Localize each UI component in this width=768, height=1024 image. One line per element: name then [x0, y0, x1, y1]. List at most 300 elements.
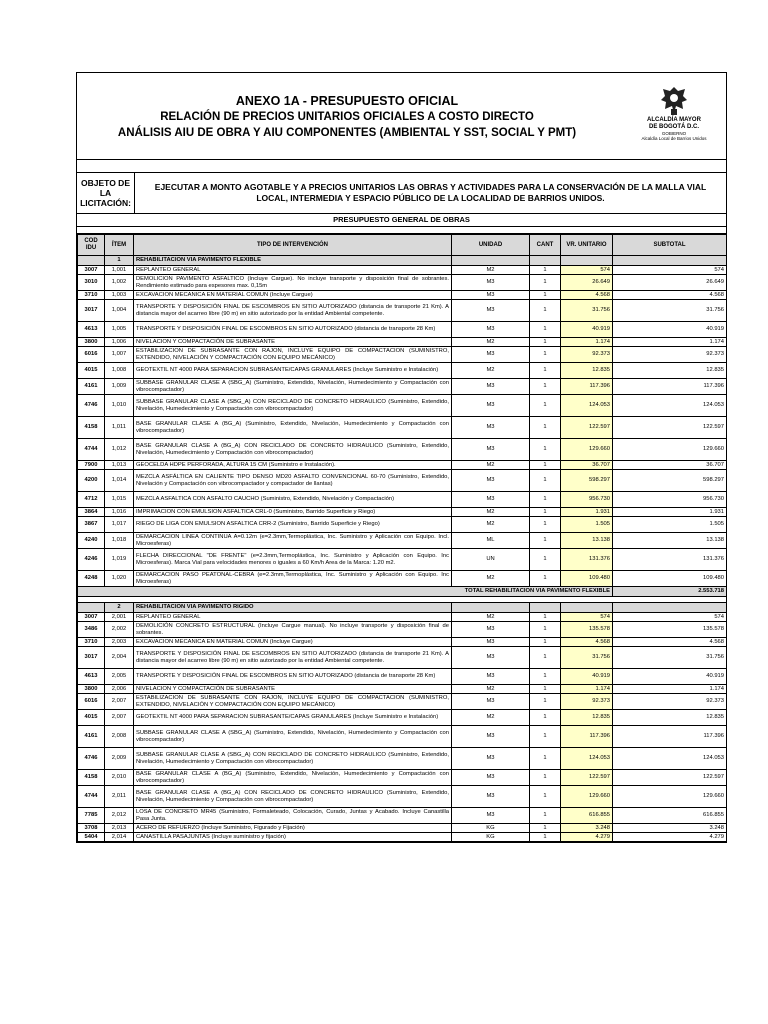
cell-desc: DEMARCACION PASO PEATONAL-CEBRA (e=2.3mm,Termoplástica, Inc. Suministro y Aplicación con Equipo. Inc Microesferas) [134, 571, 452, 587]
col-header-vr: VR. UNITARIO [561, 235, 613, 256]
cell-unidad: KG [452, 833, 530, 842]
cell-vr-unitario: 124.053 [561, 395, 613, 417]
cell-desc: ESTABILIZACION DE SUBRASANTE CON RAJON, INCLUYE EQUIPO DE COMPACTACION (SUMINISTRO, EXTENDIDO, NIVELACIÓN Y COMPACTACIÓN CON EQUIPO MECÁNICO) [134, 347, 452, 363]
cell-subtotal: 1.174 [613, 338, 727, 347]
cell-cant: 1 [530, 492, 561, 508]
title-block [77, 93, 617, 141]
cell-desc: SUBBASE GRANULAR CLASE A (SBG_A) (Suministro, Extendido, Nivelación, Humedecimiento y Compactación con vibrocompactador) [134, 379, 452, 395]
cell-item: 2,005 [105, 669, 134, 685]
cell-cant: 1 [530, 647, 561, 669]
table-row [78, 622, 727, 638]
logo-line-2: DE BOGOTÁ D.C. [648, 124, 699, 130]
cell-subtotal: 1.505 [613, 517, 727, 533]
cell-unidad: M3 [452, 770, 530, 786]
table-row [78, 322, 727, 338]
cell-desc: EXCAVACION MECANICA EN MATERIAL COMUN (Incluye Cargue) [134, 638, 452, 647]
cell-cod: 3486 [78, 622, 105, 638]
cell-vr-unitario: 92.373 [561, 347, 613, 363]
cell-desc: NIVELACION Y COMPACTACIÓN DE SUBRASANTE [134, 338, 452, 347]
cell-cant: 1 [530, 508, 561, 517]
section-blank [561, 603, 613, 613]
cell-subtotal: 31.756 [613, 300, 727, 322]
cell-subtotal: 3.248 [613, 824, 727, 833]
cell-item: 2,006 [105, 685, 134, 694]
section-title: REHABILITACION VIA PAVIMENTO FLEXIBLE [134, 256, 452, 266]
cell-subtotal: 122.597 [613, 417, 727, 439]
cell-item: 1,011 [105, 417, 134, 439]
section-total-label: TOTAL REHABILITACION VIA PAVIMENTO FLEXIBLE [78, 587, 613, 597]
cell-cant: 1 [530, 417, 561, 439]
section-blank [78, 603, 105, 613]
cell-item: 1,008 [105, 363, 134, 379]
cell-desc: GEOTEXTIL NT 4000 PARA SEPARACION SUBRASANTE/CAPAS GRANULARES (Incluye Suministro e Instalación) [134, 710, 452, 726]
cell-desc: BASE GRANULAR CLASE A (BG_A) CON RECICLADO DE CONCRETO HIDRAULICO (Suministro, Extendido, Nivelación, Humedecimiento y Compactación con vibrocompactador) [134, 439, 452, 461]
cell-cod: 3864 [78, 508, 105, 517]
cell-desc: GEOCELDA HDPE PERFORADA, ALTURA 15 CM (Suministro e Instalación). [134, 461, 452, 470]
cell-cant: 1 [530, 533, 561, 549]
cell-unidad: KG [452, 824, 530, 833]
cell-vr-unitario: 4.568 [561, 291, 613, 300]
cell-unidad: ML [452, 533, 530, 549]
cell-desc: SUBBASE GRANULAR CLASE A (SBG_A) (Suministro, Extendido, Nivelación, Humedecimiento y Compactación con vibrocompactador) [134, 726, 452, 748]
cell-subtotal: 92.373 [613, 694, 727, 710]
col-header-subtotal: SUBTOTAL [613, 235, 727, 256]
cell-cant: 1 [530, 710, 561, 726]
cell-cod: 4712 [78, 492, 105, 508]
cell-cant: 1 [530, 470, 561, 492]
table-row [78, 363, 727, 379]
cell-unidad: M3 [452, 300, 530, 322]
cell-cant: 1 [530, 266, 561, 275]
cell-item: 1,012 [105, 439, 134, 461]
cell-vr-unitario: 4.279 [561, 833, 613, 842]
table-row [78, 613, 727, 622]
spacer [77, 160, 726, 173]
cell-vr-unitario: 36.707 [561, 461, 613, 470]
cell-cod: 4161 [78, 379, 105, 395]
cell-subtotal: 574 [613, 266, 727, 275]
cell-desc: TRANSPORTE Y DISPOSICIÓN FINAL DE ESCOMBROS EN SITIO AUTORIZADO (distancia de transporte 21 Km). A distancia mayor del acarreo libre (90 m) en sitio autorizado por la entidad Ambiental competente. [134, 300, 452, 322]
table-row [78, 470, 727, 492]
cell-cant: 1 [530, 347, 561, 363]
cell-unidad: M3 [452, 275, 530, 291]
cell-subtotal: 598.297 [613, 470, 727, 492]
cell-cod: 3007 [78, 613, 105, 622]
cell-desc: EXCAVACION MECANICA EN MATERIAL COMUN (Incluye Cargue) [134, 291, 452, 300]
budget-sheet [76, 72, 727, 843]
budget-subtitle: PRESUPUESTO GENERAL DE OBRAS [77, 214, 726, 227]
cell-unidad: M3 [452, 638, 530, 647]
section-number: 1 [105, 256, 134, 266]
table-row [78, 417, 727, 439]
cell-subtotal: 124.053 [613, 395, 727, 417]
table-row [78, 461, 727, 470]
cell-cant: 1 [530, 291, 561, 300]
cell-subtotal: 135.578 [613, 622, 727, 638]
cell-subtotal: 26.649 [613, 275, 727, 291]
cell-item: 1,003 [105, 291, 134, 300]
cell-unidad: M3 [452, 417, 530, 439]
cell-cant: 1 [530, 694, 561, 710]
cell-cod: 4015 [78, 363, 105, 379]
table-row [78, 808, 727, 824]
cell-cant: 1 [530, 824, 561, 833]
cell-unidad: M2 [452, 517, 530, 533]
section-title: REHABILITACION VIA PAVIMENTO RIGIDO [134, 603, 452, 613]
cell-vr-unitario: 40.919 [561, 322, 613, 338]
cell-vr-unitario: 135.578 [561, 622, 613, 638]
cell-desc: REPLANTEO GENERAL [134, 613, 452, 622]
cell-unidad: M3 [452, 347, 530, 363]
cell-unidad: M3 [452, 395, 530, 417]
cell-unidad: M3 [452, 492, 530, 508]
objeto-row [77, 173, 726, 214]
cell-item: 2,014 [105, 833, 134, 842]
section-blank [530, 256, 561, 266]
cell-subtotal: 4.568 [613, 638, 727, 647]
cell-item: 2,009 [105, 748, 134, 770]
cell-subtotal: 12.835 [613, 710, 727, 726]
col-header-tipo: TIPO DE INTERVENCIÓN [134, 235, 452, 256]
cell-subtotal: 956.730 [613, 492, 727, 508]
cell-cod: 4746 [78, 748, 105, 770]
cell-unidad: M2 [452, 613, 530, 622]
cell-item: 1,005 [105, 322, 134, 338]
cell-item: 1,009 [105, 379, 134, 395]
table-row [78, 669, 727, 685]
cell-unidad: M3 [452, 694, 530, 710]
cell-cant: 1 [530, 439, 561, 461]
cell-cant: 1 [530, 379, 561, 395]
section-blank [613, 603, 727, 613]
cell-unidad: M3 [452, 647, 530, 669]
cell-subtotal: 109.480 [613, 571, 727, 587]
table-body [78, 256, 727, 842]
coat-of-arms-icon [659, 85, 689, 117]
cell-vr-unitario: 117.396 [561, 379, 613, 395]
cell-subtotal: 1.174 [613, 685, 727, 694]
table-row [78, 508, 727, 517]
cell-vr-unitario: 616.855 [561, 808, 613, 824]
table-header-row [78, 235, 727, 256]
cell-cod: 6016 [78, 694, 105, 710]
cell-item: 2,008 [105, 726, 134, 748]
cell-desc: DEMOLICION PAVIMENTO ASFALTICO (Incluye Cargue). No incluye transporte y disposición final de sobrantes. Rendimiento estimado para espesores max. 0,15m [134, 275, 452, 291]
cell-subtotal: 1.931 [613, 508, 727, 517]
cell-item: 1,015 [105, 492, 134, 508]
cell-item: 1,004 [105, 300, 134, 322]
col-header-item: ÍTEM [105, 235, 134, 256]
cell-vr-unitario: 31.756 [561, 647, 613, 669]
section-total-row [78, 587, 727, 597]
cell-cod: 6016 [78, 347, 105, 363]
cell-vr-unitario: 12.835 [561, 710, 613, 726]
section-number: 2 [105, 603, 134, 613]
cell-desc: ESTABILIZACION DE SUBRASANTE CON RAJON, INCLUYE EQUIPO DE COMPACTACION (SUMINISTRO, EXTENDIDO, NIVELACIÓN Y COMPACTACIÓN CON EQUIPO MECÁNICO) [134, 694, 452, 710]
cell-vr-unitario: 129.660 [561, 439, 613, 461]
cell-unidad: M3 [452, 786, 530, 808]
cell-cant: 1 [530, 461, 561, 470]
cell-cod: 4158 [78, 770, 105, 786]
cell-desc: CANASTILLA PASAJUNTAS (Incluye suministro y fijación) [134, 833, 452, 842]
table-row [78, 824, 727, 833]
cell-unidad: M3 [452, 379, 530, 395]
cell-unidad: M3 [452, 808, 530, 824]
cell-vr-unitario: 122.597 [561, 770, 613, 786]
cell-vr-unitario: 4.568 [561, 638, 613, 647]
cell-desc: DEMARCACION LINEA CONTINUA A=0.12m (e=2.3mm,Termoplástica, Inc. Suministro y Aplicación con Equipo. Incl. Microesferas) [134, 533, 452, 549]
title-line-1: ANEXO 1A - PRESUPUESTO OFICIAL [235, 94, 459, 108]
budget-table [77, 234, 727, 842]
cell-vr-unitario: 574 [561, 266, 613, 275]
cell-item: 2,003 [105, 638, 134, 647]
cell-desc: BASE GRANULAR CLASE A (BG_A) (Suministro, Extendido, Nivelación, Humedecimiento y Compactación con vibrocompactador) [134, 417, 452, 439]
cell-subtotal: 117.396 [613, 379, 727, 395]
cell-cod: 4613 [78, 322, 105, 338]
cell-cod: 4746 [78, 395, 105, 417]
cell-desc: NIVELACION Y COMPACTACIÓN DE SUBRASANTE [134, 685, 452, 694]
section-blank [452, 603, 530, 613]
table-row [78, 726, 727, 748]
section-blank [530, 603, 561, 613]
document-header [77, 73, 726, 160]
col-header-cod: COD IDU [78, 235, 105, 256]
cell-cant: 1 [530, 808, 561, 824]
cell-unidad: M2 [452, 710, 530, 726]
cell-cant: 1 [530, 571, 561, 587]
cell-cod: 4240 [78, 533, 105, 549]
cell-desc: TRANSPORTE Y DISPOSICIÓN FINAL DE ESCOMBROS EN SITIO AUTORIZADO (distancia de transporte 28 Km) [134, 669, 452, 685]
table-row [78, 533, 727, 549]
section-header-row [78, 256, 727, 266]
cell-unidad: M2 [452, 363, 530, 379]
table-row [78, 275, 727, 291]
cell-item: 2,012 [105, 808, 134, 824]
cell-vr-unitario: 574 [561, 613, 613, 622]
table-row [78, 517, 727, 533]
cell-cant: 1 [530, 726, 561, 748]
cell-cod: 3007 [78, 266, 105, 275]
cell-subtotal: 4.568 [613, 291, 727, 300]
table-row [78, 347, 727, 363]
cell-cod: 4015 [78, 710, 105, 726]
cell-unidad: M3 [452, 470, 530, 492]
cell-desc: BASE GRANULAR CLASE A (BG_A) CON RECICLADO DE CONCRETO HIDRAULICO (Suministro, Extendido, Nivelación, Humedecimiento y Compactación con vibrocompactador) [134, 786, 452, 808]
cell-item: 1,010 [105, 395, 134, 417]
cell-cod: 4158 [78, 417, 105, 439]
cell-subtotal: 131.376 [613, 549, 727, 571]
cell-cant: 1 [530, 669, 561, 685]
cell-vr-unitario: 109.480 [561, 571, 613, 587]
cell-cod: 3800 [78, 338, 105, 347]
cell-unidad: M3 [452, 726, 530, 748]
cell-cant: 1 [530, 613, 561, 622]
cell-vr-unitario: 131.376 [561, 549, 613, 571]
cell-subtotal: 122.597 [613, 770, 727, 786]
cell-unidad: M2 [452, 461, 530, 470]
cell-vr-unitario: 40.919 [561, 669, 613, 685]
objeto-label: OBJETO DE LA LICITACIÓN: [77, 173, 135, 213]
cell-item: 2,002 [105, 622, 134, 638]
cell-cant: 1 [530, 300, 561, 322]
cell-cod: 4613 [78, 669, 105, 685]
table-row [78, 685, 727, 694]
cell-desc: TRANSPORTE Y DISPOSICIÓN FINAL DE ESCOMBROS EN SITIO AUTORIZADO (distancia de transporte 21 Km). A distancia mayor del acarreo libre (90 m) en sitio autorizado por la entidad Ambiental competente. [134, 647, 452, 669]
cell-vr-unitario: 122.597 [561, 417, 613, 439]
cell-vr-unitario: 1.174 [561, 685, 613, 694]
title-line-3: ANÁLISIS AIU DE OBRA Y AIU COMPONENTES (AMBIENTAL Y SST, SOCIAL Y PMT) [117, 127, 577, 139]
cell-subtotal: 40.919 [613, 669, 727, 685]
cell-cod: 3017 [78, 647, 105, 669]
cell-cod: 7785 [78, 808, 105, 824]
cell-desc: BASE GRANULAR CLASE A (BG_A) (Suministro, Extendido, Nivelación, Humedecimiento y Compactación con vibrocompactador) [134, 770, 452, 786]
section-blank [561, 256, 613, 266]
cell-vr-unitario: 92.373 [561, 694, 613, 710]
cell-item: 1,007 [105, 347, 134, 363]
cell-cod: 3017 [78, 300, 105, 322]
cell-vr-unitario: 13.138 [561, 533, 613, 549]
cell-cod: 3710 [78, 291, 105, 300]
cell-item: 1,001 [105, 266, 134, 275]
cell-item: 2,007 [105, 694, 134, 710]
table-row [78, 379, 727, 395]
cell-unidad: M3 [452, 322, 530, 338]
cell-desc: LOSA DE CONCRETO MR45 (Suministro, Formaleteado, Colocación, Curado, Juntas y Acabado. Incluye Canastilla Pasa Junta. [134, 808, 452, 824]
logo-line-4: Alcaldía Local de Barrios Unidos [641, 136, 707, 141]
table-row [78, 748, 727, 770]
cell-cant: 1 [530, 638, 561, 647]
cell-vr-unitario: 956.730 [561, 492, 613, 508]
cell-desc: SUBBASE GRANULAR CLASE A (SBG_A) CON RECICLADO DE CONCRETO HIDRAULICO (Suministro, Extendido, Nivelación, Humedecimiento y Compactación con vibrocompactador) [134, 395, 452, 417]
cell-cant: 1 [530, 363, 561, 379]
cell-subtotal: 12.835 [613, 363, 727, 379]
cell-item: 1,014 [105, 470, 134, 492]
cell-unidad: M3 [452, 748, 530, 770]
cell-vr-unitario: 124.053 [561, 748, 613, 770]
col-header-cant: CANT [530, 235, 561, 256]
cell-item: 2,004 [105, 647, 134, 669]
cell-item: 2,010 [105, 770, 134, 786]
cell-vr-unitario: 1.505 [561, 517, 613, 533]
cell-desc: GEOTEXTIL NT 4000 PARA SEPARACION SUBRASANTE/CAPAS GRANULARES (Incluye Suministro e Instalación) [134, 363, 452, 379]
cell-item: 1,017 [105, 517, 134, 533]
cell-vr-unitario: 3.248 [561, 824, 613, 833]
cell-cod: 3010 [78, 275, 105, 291]
cell-vr-unitario: 1.931 [561, 508, 613, 517]
cell-subtotal: 129.660 [613, 786, 727, 808]
cell-item: 1,016 [105, 508, 134, 517]
table-row [78, 492, 727, 508]
cell-cant: 1 [530, 322, 561, 338]
table-row [78, 266, 727, 275]
cell-unidad: UN [452, 549, 530, 571]
cell-subtotal: 4.279 [613, 833, 727, 842]
cell-subtotal: 117.396 [613, 726, 727, 748]
cell-subtotal: 574 [613, 613, 727, 622]
col-header-unidad: UNIDAD [452, 235, 530, 256]
cell-desc: ACERO DE REFUERZO (Incluye Suministro, Figurado y Fijación) [134, 824, 452, 833]
cell-item: 1,019 [105, 549, 134, 571]
table-row [78, 338, 727, 347]
cell-item: 1,018 [105, 533, 134, 549]
title-line-2: RELACIÓN DE PRECIOS UNITARIOS OFICIALES A COSTO DIRECTO [160, 111, 534, 123]
cell-vr-unitario: 598.297 [561, 470, 613, 492]
cell-item: 1,020 [105, 571, 134, 587]
cell-desc: TRANSPORTE Y DISPOSICIÓN FINAL DE ESCOMBROS EN SITIO AUTORIZADO (distancia de transporte 28 Km) [134, 322, 452, 338]
cell-subtotal: 129.660 [613, 439, 727, 461]
cell-item: 2,011 [105, 786, 134, 808]
section-blank [78, 256, 105, 266]
cell-unidad: M2 [452, 685, 530, 694]
bogota-logo [627, 85, 720, 149]
cell-vr-unitario: 31.756 [561, 300, 613, 322]
cell-cant: 1 [530, 275, 561, 291]
cell-cod: 4744 [78, 786, 105, 808]
cell-subtotal: 124.053 [613, 748, 727, 770]
cell-unidad: M3 [452, 439, 530, 461]
cell-unidad: M3 [452, 622, 530, 638]
table-row [78, 786, 727, 808]
cell-cant: 1 [530, 395, 561, 417]
section-blank [613, 256, 727, 266]
table-row [78, 638, 727, 647]
cell-cod: 4161 [78, 726, 105, 748]
cell-item: 1,006 [105, 338, 134, 347]
table-row [78, 571, 727, 587]
cell-cant: 1 [530, 833, 561, 842]
cell-cant: 1 [530, 786, 561, 808]
cell-vr-unitario: 26.649 [561, 275, 613, 291]
cell-cant: 1 [530, 549, 561, 571]
cell-cod: 7900 [78, 461, 105, 470]
cell-desc: RIEGO DE LIGA CON EMULSION ASFALTICA CRR-2 (Suministro, Barrido Superficie y Riego) [134, 517, 452, 533]
cell-item: 2,001 [105, 613, 134, 622]
cell-subtotal: 40.919 [613, 322, 727, 338]
spacer [77, 227, 726, 234]
cell-desc: MEZCLA ASFALTICA CON ASFALTO CAUCHO (Suministro, Extendido, Nivelación y Compactación) [134, 492, 452, 508]
objeto-text: EJECUTAR A MONTO AGOTABLE Y A PRECIOS UNITARIOS LAS OBRAS Y ACTIVIDADES PARA LA CONSERVACIÓN DE LA MALLA VIAL LOCAL, INTERMEDIA Y ESPACIO PÚBLICO DE LA LOCALIDAD DE BARRIOS UNIDOS. [154, 182, 707, 203]
table-row [78, 291, 727, 300]
cell-item: 2,007 [105, 710, 134, 726]
logo-line-1: ALCALDÍA MAYOR [647, 117, 701, 123]
cell-item: 2,013 [105, 824, 134, 833]
cell-cant: 1 [530, 338, 561, 347]
cell-unidad: M2 [452, 266, 530, 275]
table-row [78, 439, 727, 461]
table-row [78, 300, 727, 322]
cell-cod: 3710 [78, 638, 105, 647]
table-row [78, 710, 727, 726]
cell-subtotal: 31.756 [613, 647, 727, 669]
cell-item: 1,002 [105, 275, 134, 291]
cell-vr-unitario: 12.835 [561, 363, 613, 379]
table-row [78, 647, 727, 669]
logo-line-3: GOBIERNO [661, 131, 687, 136]
cell-unidad: M2 [452, 571, 530, 587]
cell-cant: 1 [530, 517, 561, 533]
cell-cod: 5404 [78, 833, 105, 842]
cell-unidad: M3 [452, 669, 530, 685]
table-row [78, 770, 727, 786]
cell-cod: 4246 [78, 549, 105, 571]
cell-cod: 3800 [78, 685, 105, 694]
cell-subtotal: 36.707 [613, 461, 727, 470]
table-row [78, 549, 727, 571]
table-row [78, 694, 727, 710]
cell-cant: 1 [530, 685, 561, 694]
cell-cod: 4200 [78, 470, 105, 492]
cell-vr-unitario: 129.660 [561, 786, 613, 808]
